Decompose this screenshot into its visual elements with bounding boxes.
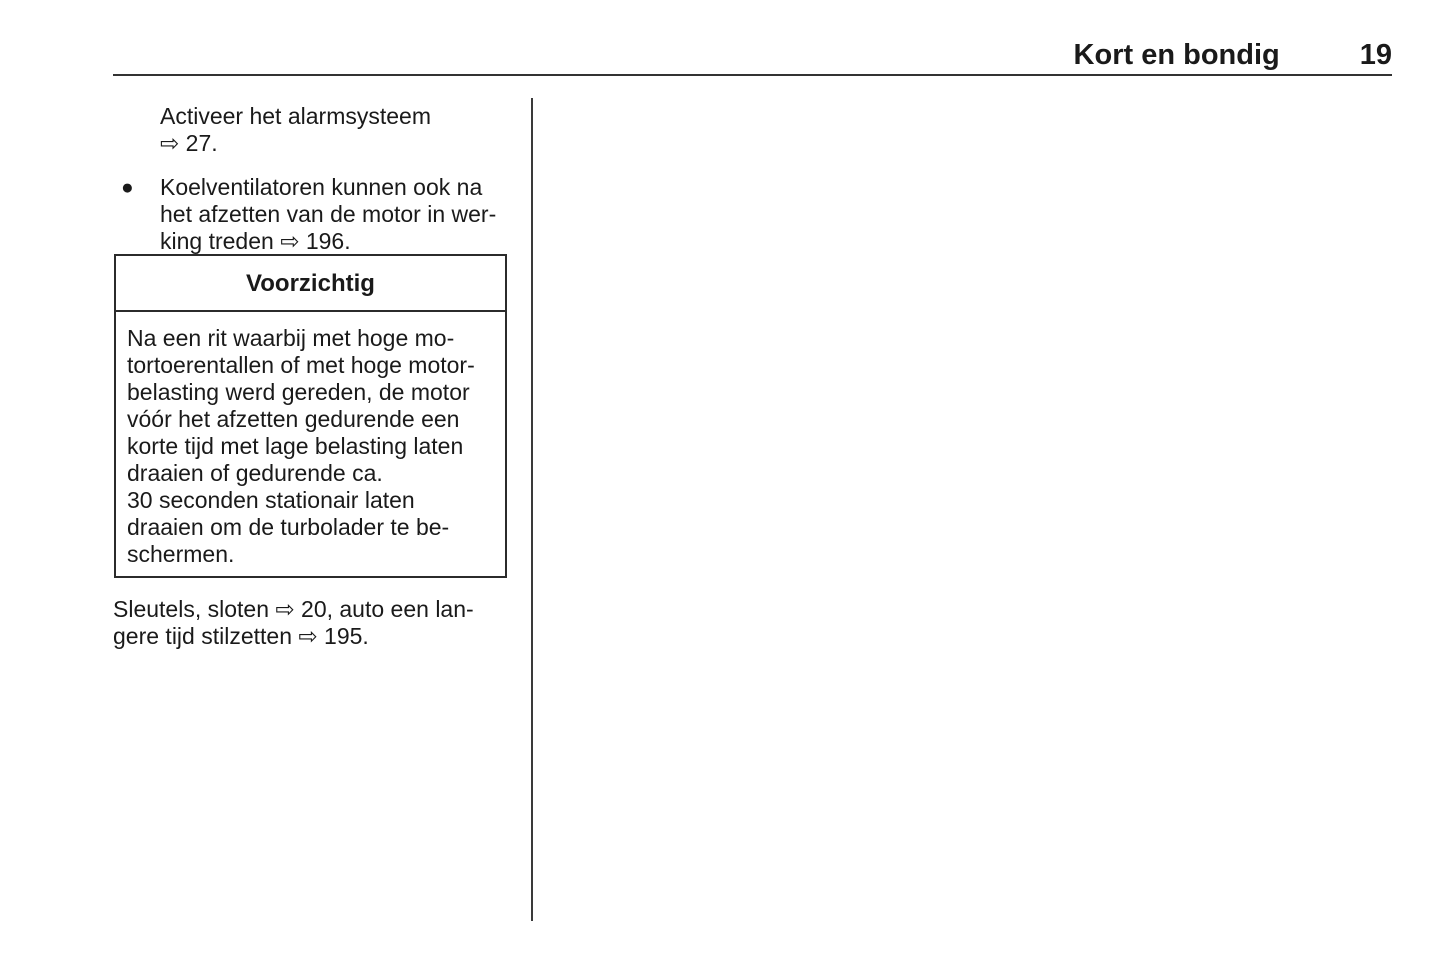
alarm-system-item xyxy=(160,103,431,157)
text-line: Sleutels, sloten ⇨ 20, auto een lan- xyxy=(113,596,474,622)
page-title: Kort en bondig xyxy=(1073,39,1280,71)
caution-title: Voorzichtig xyxy=(116,256,505,312)
bullet-icon: ● xyxy=(121,176,134,199)
text-line: het afzetten van de motor in wer- xyxy=(160,201,497,227)
page-reference: ⇨ 27. xyxy=(160,130,218,156)
left-column xyxy=(113,0,511,966)
text-line: gere tijd stilzetten ⇨ 195. xyxy=(113,623,369,649)
column-divider xyxy=(531,98,533,921)
caution-body xyxy=(116,312,505,576)
text-line: draaien om de turbolader te be- xyxy=(127,514,450,540)
text-line: 30 seconden stationair laten xyxy=(127,487,415,513)
keys-locks-paragraph xyxy=(113,596,474,650)
text-line: Na een rit waarbij met hoge mo- xyxy=(127,325,455,351)
caution-box xyxy=(114,254,507,578)
text-line: tortoerentallen of met hoge motor- xyxy=(127,352,475,378)
text-line: Activeer het alarmsysteem xyxy=(160,103,431,129)
text-line: draaien of gedurende ca. xyxy=(127,460,383,486)
cooling-fan-item xyxy=(113,174,496,255)
text-line: korte tijd met lage belasting laten xyxy=(127,433,464,459)
text-line: Koelventilatoren kunnen ook na xyxy=(160,174,483,200)
text-line: schermen. xyxy=(127,541,235,567)
page-number: 19 xyxy=(1359,39,1392,71)
text-line: belasting werd gereden, de motor xyxy=(127,379,470,405)
text-line: vóór het afzetten gedurende een xyxy=(127,406,460,432)
text-line: king treden ⇨ 196. xyxy=(160,228,351,254)
bullet-text xyxy=(160,174,496,255)
